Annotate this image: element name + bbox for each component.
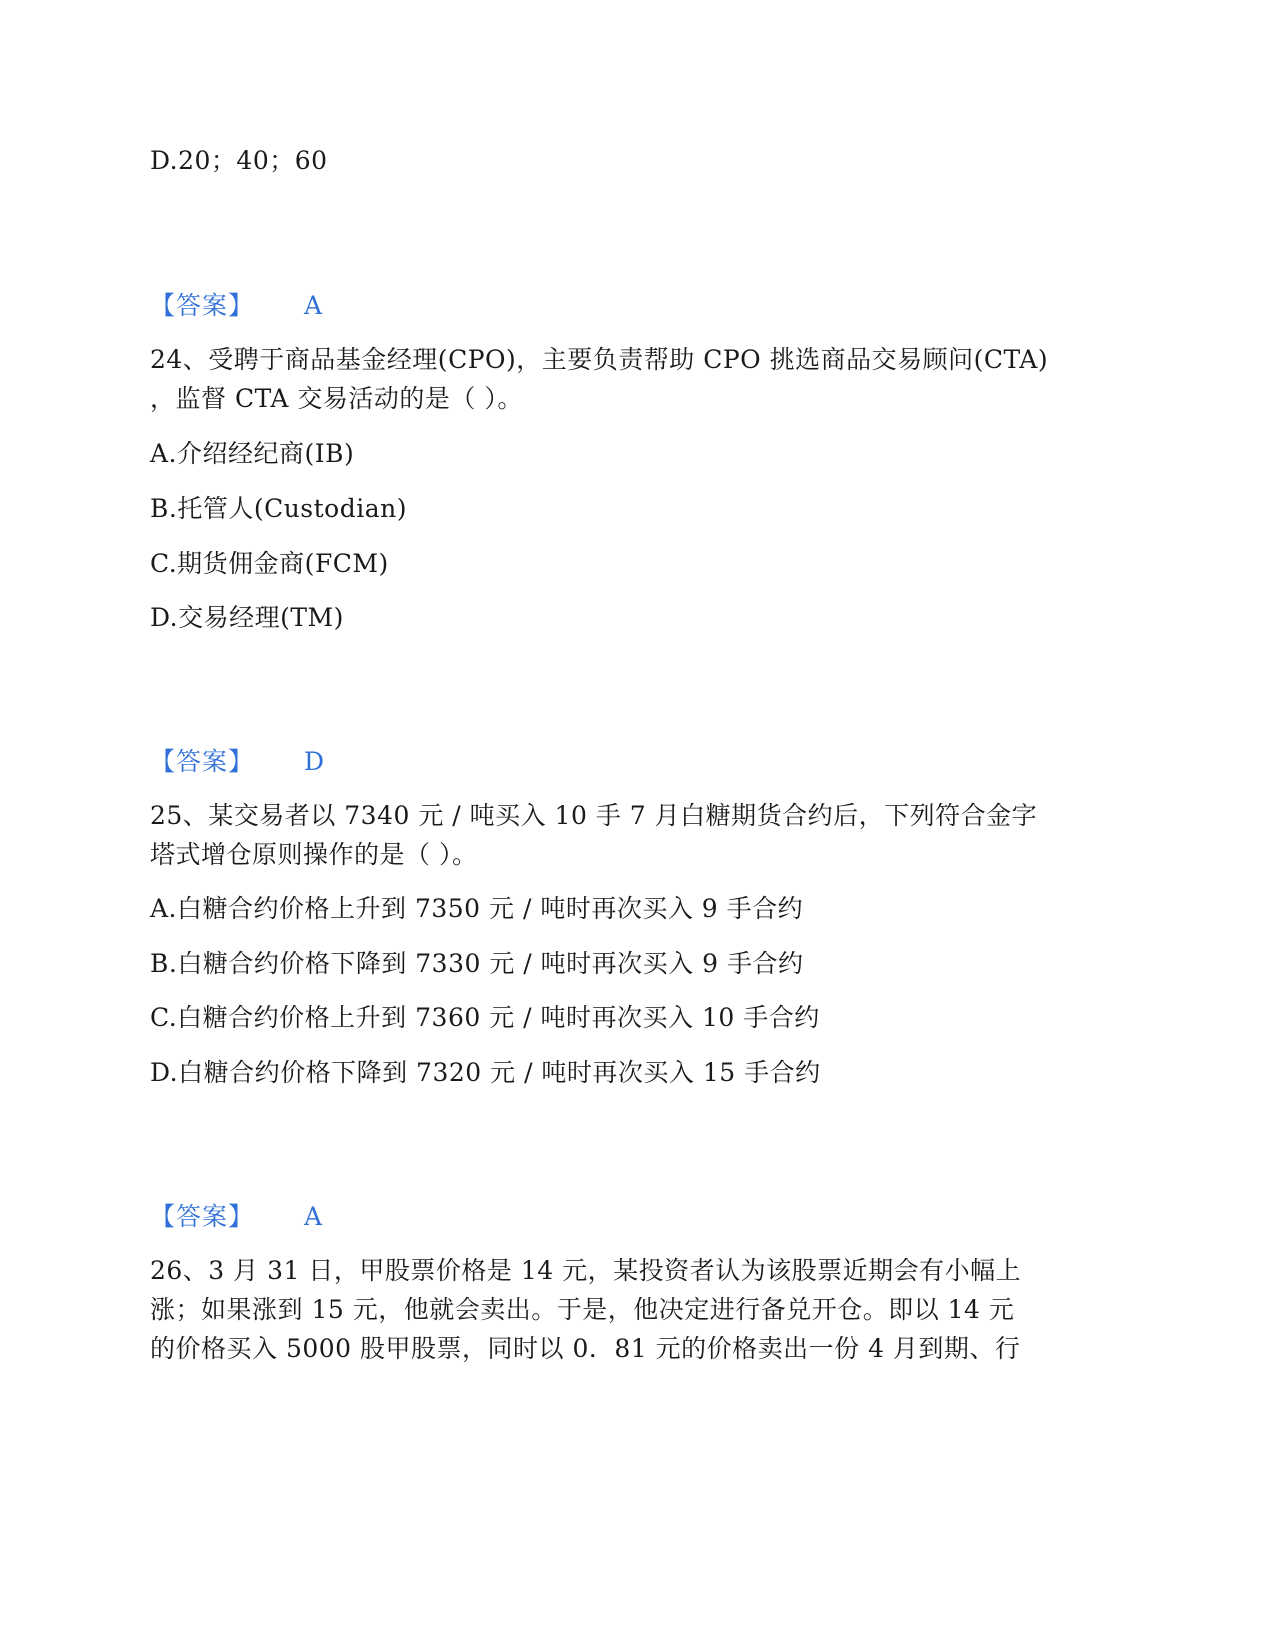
q24-option-c: C.期货佣金商(FCM): [150, 549, 389, 578]
q26-stem-line3: 的价格买入 5000 股甲股票，同时以 0．81 元的价格卖出一份 4 月到期、行: [150, 1334, 1021, 1363]
q25-option-b: B.白糖合约价格下降到 7330 元 / 吨时再次买入 9 手合约: [150, 949, 804, 978]
answer-label: 【答案】: [150, 1202, 255, 1231]
answer-value: D: [304, 747, 325, 776]
q24-option-d: D.交易经理(TM): [150, 603, 344, 632]
prev-answer: [150, 289, 322, 323]
q24-stem-line1: 24、受聘于商品基金经理(CPO)，主要负责帮助 CPO 挑选商品交易顾问(CTA): [150, 345, 1049, 374]
q24-option-a: A.介绍经纪商(IB): [150, 439, 355, 468]
q25-option-d: D.白糖合约价格下降到 7320 元 / 吨时再次买入 15 手合约: [150, 1058, 821, 1087]
q25-option-c: C.白糖合约价格上升到 7360 元 / 吨时再次买入 10 手合约: [150, 1003, 820, 1032]
answer-value: A: [304, 291, 323, 320]
prev-option-d: D.20；40；60: [150, 146, 328, 175]
q25-stem-line2: 塔式增仓原则操作的是（ ）。: [150, 840, 478, 869]
q24-stem-line2: ，监督 CTA 交易活动的是（ ）。: [150, 384, 523, 413]
answer-label: 【答案】: [150, 747, 255, 776]
answer-label: 【答案】: [150, 291, 255, 320]
q25-option-a: A.白糖合约价格上升到 7350 元 / 吨时再次买入 9 手合约: [150, 894, 804, 923]
q26-stem-line2: 涨；如果涨到 15 元，他就会卖出。于是，他决定进行备兑开仓。即以 14 元: [150, 1295, 1015, 1324]
q26-stem-line1: 26、3 月 31 日，甲股票价格是 14 元，某投资者认为该股票近期会有小幅上: [150, 1256, 1022, 1285]
q25-stem-line1: 25、某交易者以 7340 元 / 吨买入 10 手 7 月白糖期货合约后，下列符合金字: [150, 801, 1038, 830]
q24-option-b: B.托管人(Custodian): [150, 494, 407, 523]
q24-answer: [150, 745, 324, 779]
answer-value: A: [304, 1202, 323, 1231]
q25-answer: [150, 1200, 322, 1234]
